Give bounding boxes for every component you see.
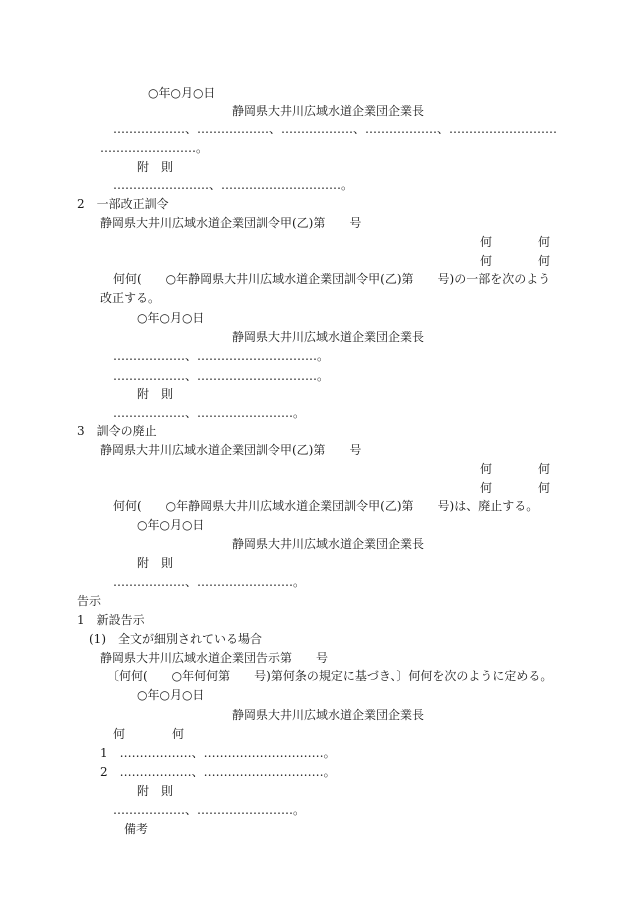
body-text: 〔何何( ○年何何第 号)第何条の規定に基づき、〕何何を次のように定める。	[107, 669, 553, 683]
subject-char: 何	[172, 727, 185, 741]
supplementary-heading: 附 則	[137, 160, 174, 174]
addressee-char: 何	[480, 235, 493, 249]
signer-line: 静岡県大井川広域水道企業団企業長	[232, 708, 425, 722]
addressee-char: 何	[480, 254, 493, 268]
body-text: 何何( ○年静岡県大井川広域水道企業団訓令甲(乙)第 号)の一部を次のよう	[113, 272, 551, 286]
addressee-char: 何	[538, 462, 551, 476]
body-text: ……………………。	[100, 141, 209, 155]
list-item: ………………、…………………………。	[113, 369, 330, 383]
addressee-char: 何	[480, 462, 493, 476]
notice-heading: 告示	[77, 594, 102, 608]
remarks-heading: 備考	[124, 822, 149, 836]
addressee-char: 何	[538, 235, 551, 249]
list-item: 1 ………………、…………………………。	[100, 746, 336, 760]
supplementary-heading: 附 則	[137, 556, 174, 570]
supplementary-text: ………………、……………………。	[113, 406, 306, 420]
date-line: ○年○月○日	[148, 86, 216, 100]
addressee-char: 何	[538, 481, 551, 495]
addressee-char: 何	[538, 254, 551, 268]
instruction-title: 静岡県大井川広域水道企業団訓令甲(乙)第 号	[100, 443, 362, 457]
supplementary-text: ……………………、…………………………。	[113, 178, 354, 192]
addressee-char: 何	[480, 481, 493, 495]
notice-subheading: 1 新設告示	[77, 613, 145, 627]
supplementary-text: ………………、……………………。	[113, 803, 306, 817]
list-item: ………………、…………………………。	[113, 349, 330, 363]
date-line: ○年○月○日	[137, 311, 205, 325]
case-heading: (1) 全文が細別されている場合	[89, 632, 262, 646]
date-line: ○年○月○日	[137, 518, 205, 532]
signer-line: 静岡県大井川広域水道企業団企業長	[232, 330, 425, 344]
section-heading: 3 訓令の廃止	[77, 424, 157, 438]
subject-char: 何	[113, 727, 126, 741]
body-text: ………………、………………、………………、………………、………………………	[113, 122, 558, 136]
instruction-title: 静岡県大井川広域水道企業団訓令甲(乙)第 号	[100, 216, 362, 230]
section-heading: 2 一部改正訓令	[77, 197, 169, 211]
list-item: 2 ………………、…………………………。	[100, 765, 336, 779]
notice-title: 静岡県大井川広域水道企業団告示第 号	[100, 651, 329, 665]
supplementary-text: ………………、……………………。	[113, 575, 306, 589]
body-text: 何何( ○年静岡県大井川広域水道企業団訓令甲(乙)第 号)は、廃止する。	[113, 499, 539, 513]
signer-line: 静岡県大井川広域水道企業団企業長	[232, 104, 425, 118]
body-text: 改正する。	[100, 291, 161, 305]
supplementary-heading: 附 則	[137, 387, 174, 401]
date-line: ○年○月○日	[137, 688, 205, 702]
supplementary-heading: 附 則	[137, 784, 174, 798]
signer-line: 静岡県大井川広域水道企業団企業長	[232, 537, 425, 551]
